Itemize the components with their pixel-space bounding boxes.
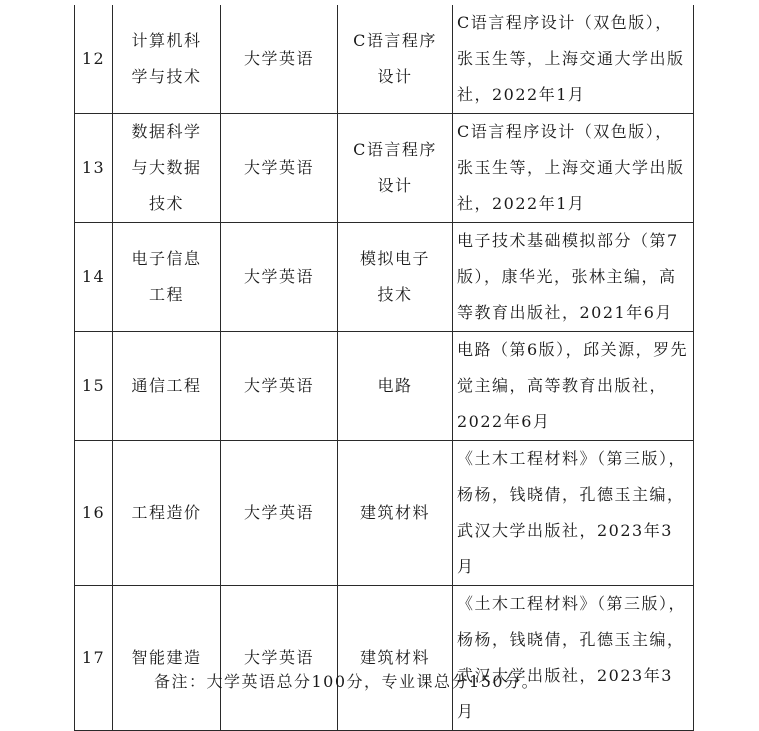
exam-subject-1-cell: 大学英语 [221, 441, 338, 586]
table-row [75, 223, 694, 332]
table-footnote: 备注：大学英语总分100分，专业课总分150分。 [154, 672, 540, 691]
reference-book-cell [453, 5, 694, 114]
major-cell [113, 332, 221, 441]
exam-subjects-table [74, 5, 694, 731]
reference-book-cell [453, 114, 694, 223]
reference-book: C语言程序设计（双色版），张玉生等，上海交通大学出版社，2022年1月 [457, 13, 685, 104]
exam-subject-1-cell: 大学英语 [221, 223, 338, 332]
major-cell [113, 5, 221, 114]
reference-book: C语言程序设计（双色版），张玉生等，上海交通大学出版社，2022年1月 [457, 122, 685, 213]
major-name: 电子信息工程 [131, 249, 202, 304]
reference-book-cell [453, 441, 694, 586]
exam-subject-1-cell: 大学英语 [221, 5, 338, 114]
exam-subject-2-cell [338, 586, 453, 731]
reference-book: 《土木工程材料》（第三版），杨杨，钱晓倩，孔德玉主编，武汉大学出版社，2023年3月 [457, 449, 687, 576]
major-name: 通信工程 [131, 376, 202, 395]
major-cell [113, 586, 221, 731]
row-number-cell: 16 [75, 441, 113, 586]
exam-subject-2: C语言程序设计 [353, 31, 437, 86]
exam-subject-1-cell: 大学英语 [221, 332, 338, 441]
major-name: 工程造价 [131, 503, 202, 522]
major-name: 计算机科学与技术 [131, 31, 202, 86]
table-row [75, 441, 694, 586]
table-row [75, 586, 694, 731]
exam-subject-2: 电路 [377, 376, 413, 395]
exam-subject-2: 建筑材料 [359, 503, 430, 522]
reference-book: 电子技术基础模拟部分（第7版），康华光，张林主编，高等教育出版社，2021年6月 [457, 231, 679, 322]
reference-book-cell [453, 332, 694, 441]
exam-subject-2-cell [338, 114, 453, 223]
table-row [75, 332, 694, 441]
exam-subject-2: C语言程序设计 [353, 140, 437, 195]
row-number-cell: 17 [75, 586, 113, 731]
row-number-cell: 13 [75, 114, 113, 223]
row-number-cell: 12 [75, 5, 113, 114]
major-cell [113, 441, 221, 586]
exam-subject-2: 建筑材料 [359, 648, 430, 667]
row-number-cell: 14 [75, 223, 113, 332]
table-row [75, 5, 694, 114]
reference-book-cell [453, 586, 694, 731]
reference-book: 《土木工程材料》（第三版），杨杨，钱晓倩，孔德玉主编，武汉大学出版社，2023年3月 [457, 594, 687, 721]
exam-subject-2: 模拟电子技术 [359, 249, 430, 304]
exam-subject-2-cell [338, 5, 453, 114]
table-row [75, 114, 694, 223]
reference-book: 电路（第6版），邱关源，罗先觉主编，高等教育出版社，2022年6月 [457, 340, 689, 431]
exam-subject-1-cell: 大学英语 [221, 114, 338, 223]
exam-subject-2-cell [338, 223, 453, 332]
reference-book-cell [453, 223, 694, 332]
exam-subject-1-cell: 大学英语 [221, 586, 338, 731]
exam-subject-2-cell [338, 441, 453, 586]
major-name: 数据科学与大数据技术 [131, 122, 202, 213]
major-cell [113, 223, 221, 332]
major-name: 智能建造 [131, 648, 202, 667]
row-number-cell: 15 [75, 332, 113, 441]
major-cell [113, 114, 221, 223]
exam-subject-2-cell [338, 332, 453, 441]
